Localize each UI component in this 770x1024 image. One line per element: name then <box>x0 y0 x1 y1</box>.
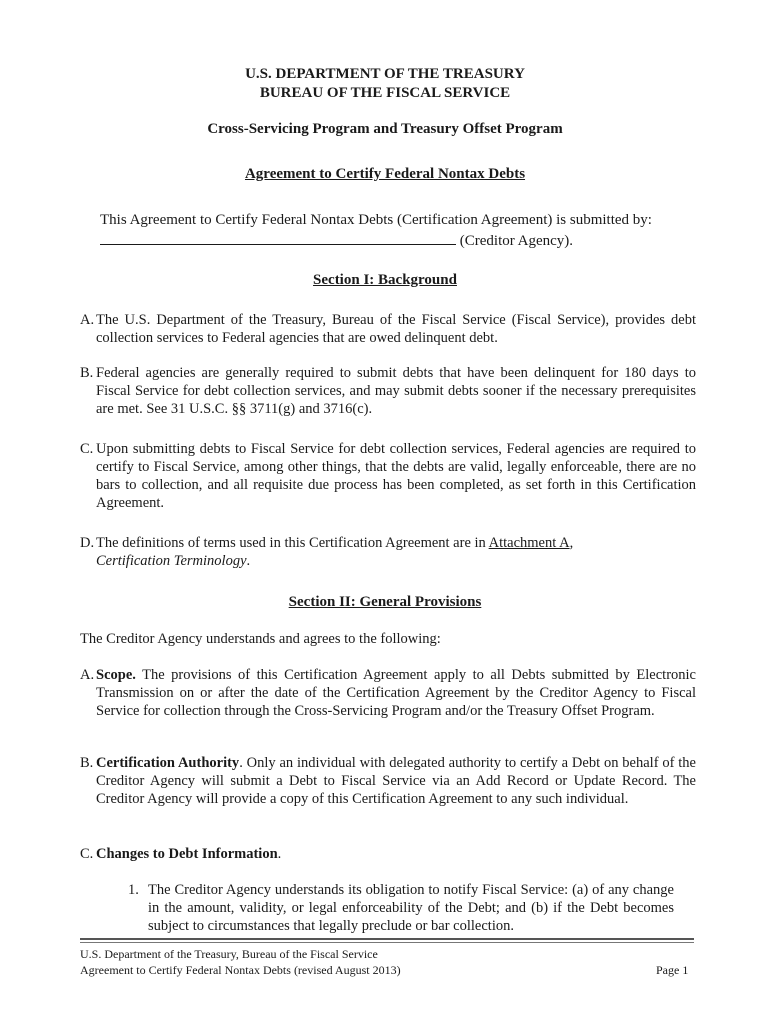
creditor-agency-line <box>100 230 573 250</box>
bureau-name: BUREAU OF THE FISCAL SERVICE <box>259 85 511 101</box>
section1-item-c: Upon submitting debts to Fiscal Service for debt collection services, Federal agencies are required to certify to Fiscal Service, among other things, that the debts are valid, legally enforceable, there are no bars to collection, and all requisite due process has been completed, as set forth in this Certification Agreement. <box>96 441 696 511</box>
footer-line2: Agreement to Certify Federal Nontax Debts (revised August 2013) <box>80 963 401 977</box>
section2-item-label: C. <box>80 846 94 862</box>
changes-title: Changes to Debt Information <box>96 846 278 862</box>
section2-heading: Section II: General Provisions <box>288 594 482 610</box>
footer-rule <box>80 938 694 940</box>
section1-item-a: The U.S. Department of the Treasury, Bureau of the Fiscal Service (Fiscal Service), provides debt collection services to Federal agencies that are owed delinquent debt. <box>96 312 696 346</box>
section1-item-label: A. <box>80 312 95 328</box>
scope-text: The provisions of this Certification Agreement apply to all Debts submitted by Electronic Transmission on or after the date of the Certification Agreement by the Creditor Agency to Fiscal Service for collection through the Cross-Servicing Program and/or the Treasury Offset Program. <box>96 667 696 719</box>
section2-lead: The Creditor Agency understands and agrees to the following: <box>80 631 441 647</box>
section1-item-label: C. <box>80 441 94 457</box>
footer-line1: U.S. Department of the Treasury, Bureau of the Fiscal Service <box>80 947 378 961</box>
page-number: Page 1 <box>656 963 689 977</box>
creditor-agency-label: (Creditor Agency). <box>459 233 574 249</box>
subitem-label: 1. <box>128 882 139 898</box>
section2-item-label: B. <box>80 755 94 771</box>
footer-rule-thin <box>80 942 694 943</box>
scope-title: Scope. <box>96 667 136 683</box>
changes-text: . <box>277 846 282 862</box>
section1-item-label: B. <box>80 365 94 381</box>
attachment-a-link[interactable]: Attachment A <box>488 535 570 551</box>
section2-item-b <box>96 754 696 808</box>
section1-item-b: Federal agencies are generally required to submit debts that have been delinquent for 180 days to Fiscal Service for debt collection services, and may submit debts sooner if the necessary prerequisites are met. See 31 U.S.C. §§ 3711(g) and 3716(c). <box>96 365 696 417</box>
program-name: Cross-Servicing Program and Treasury Offset Program <box>207 121 563 137</box>
item-d-end: . <box>246 553 251 569</box>
section2-item-label: A. <box>80 667 95 683</box>
agency-name: U.S. DEPARTMENT OF THE TREASURY <box>245 66 525 82</box>
document-title: Agreement to Certify Federal Nontax Debts <box>244 166 526 182</box>
section2-item-c <box>96 845 696 863</box>
subitem-text: The Creditor Agency understands its obligation to notify Fiscal Service: (a) of any change in the amount, validity, or legal enforceability of the Debt; and (b) if the Debt becomes subject to circumstances that legally preclude or bar collection. <box>148 882 674 934</box>
item-d-comma: , <box>569 535 574 551</box>
section2-item-a <box>96 666 696 720</box>
certification-authority-title: Certification Authority <box>96 755 240 771</box>
certification-terminology: Certification Terminology <box>96 553 247 569</box>
item-d-text: The definitions of terms used in this Certification Agreement are in <box>96 535 489 551</box>
section1-heading: Section I: Background <box>313 272 457 288</box>
certification-authority-text: . Only an individual with delegated authority to certify a Debt on behalf of the Creditor Agency will submit a Debt to Fiscal Service via an Add Record or Update Record. The Creditor Agency will provide a copy of this Certification Agreement to any such individual. <box>96 755 696 807</box>
section1-item-label: D. <box>80 535 95 551</box>
intro-text: This Agreement to Certify Federal Nontax Debts (Certification Agreement) is submitted by: <box>100 212 652 228</box>
creditor-agency-blank[interactable] <box>100 230 456 245</box>
section1-item-d <box>96 534 696 570</box>
